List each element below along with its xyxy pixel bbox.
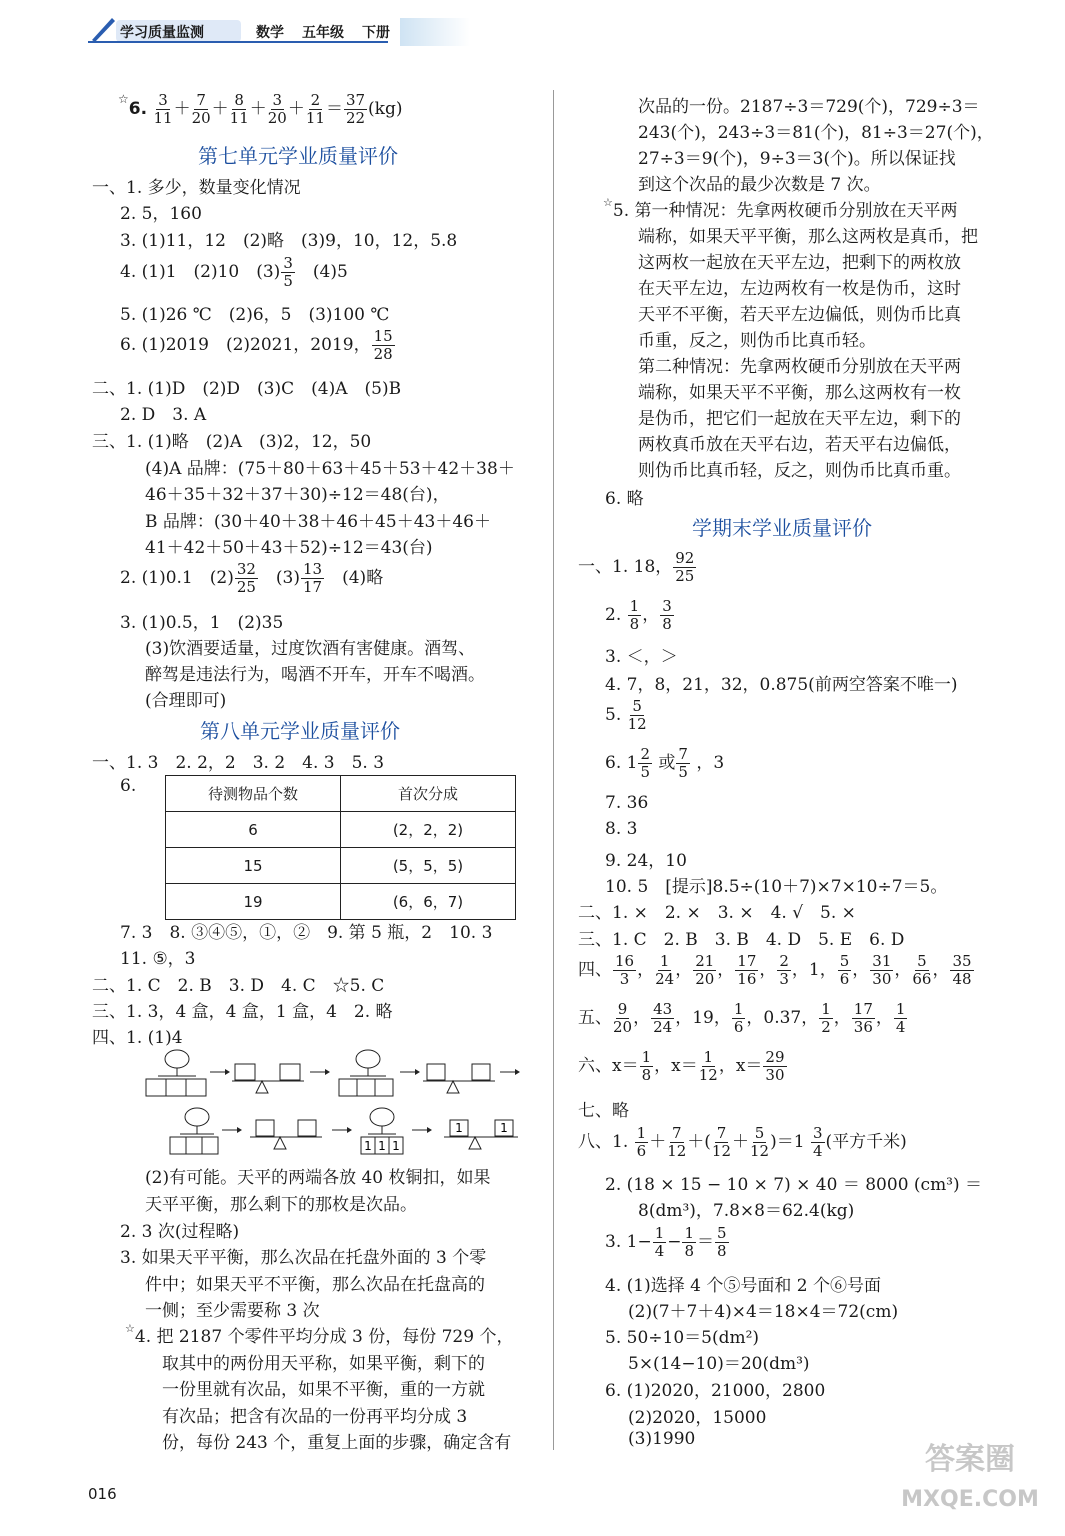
- fraction: $\frac{17}{36}$: [853, 1000, 873, 1036]
- table-cell: 6: [166, 812, 341, 848]
- answer-line: 2. 5，160: [120, 204, 202, 224]
- q6-label: 6.: [128, 99, 148, 119]
- table-header: 待测物品个数: [166, 776, 341, 812]
- answer-line: 件中；如果天平不平衡，那么次品在托盘高的: [145, 1275, 485, 1295]
- answer-line: 份，每份 243 个，重复上面的步骤，确定含有: [162, 1433, 512, 1453]
- answer-line: 6. 略: [605, 489, 644, 509]
- fraction: $\frac{13}{17}$: [303, 560, 323, 596]
- fraction: $\frac{37}{22}$: [345, 91, 366, 127]
- answer-line: (合理即可): [145, 691, 227, 711]
- fraction: $\frac{1}{6}$: [733, 1000, 744, 1036]
- answer-line: 27÷3＝9(个)，9÷3＝3(个)。所以保证找: [638, 149, 956, 169]
- table-row: [166, 884, 516, 920]
- fraction: $\frac{8}{11}$: [229, 91, 249, 127]
- answer-line: 46＋35＋32＋37＋30)÷12＝48(台)，: [145, 485, 450, 505]
- answer-line: 3. ＜，＞: [605, 647, 678, 667]
- weighing-table: [165, 775, 516, 920]
- answer-line: 二、1. × 2. × 3. × 4. √ 5. ×: [578, 903, 856, 923]
- answer-line: 8. 3: [605, 819, 638, 839]
- fraction: $\frac{1}{8}$: [641, 1048, 652, 1084]
- answer-line: 5×(14−10)＝20(dm³): [628, 1354, 810, 1374]
- header-grade: 五年级: [302, 25, 344, 41]
- answer-line: ☆4. 把 2187 个零件平均分成 3 份，每份 729 个，: [125, 1322, 514, 1347]
- answer-line: (4)A 品牌：(75＋80＋63＋45＋53＋42＋38＋: [145, 459, 515, 479]
- answer-line: 41＋42＋50＋43＋52)÷12＝43(台): [145, 538, 433, 558]
- answer-line: (3)饮酒要适量，过度饮酒有害健康。酒驾、: [145, 639, 476, 659]
- answer-line: 3. (1)0.5，1 (2)35: [120, 613, 284, 633]
- answer-line: 则伪币比真币轻，反之，则伪币比真币重。: [638, 461, 961, 481]
- answer-line: 七、略: [578, 1101, 629, 1121]
- fraction: $\frac{1}{8}$: [629, 597, 640, 633]
- answer-line: 5. $\frac{5}{12}$: [605, 697, 647, 733]
- answer-line: 端称，如果天平不平衡，那么这两枚有一枚: [638, 383, 961, 403]
- answer-line: 2. (18 × 15 − 10 × 7) × 40 ＝ 8000 (cm³) ＝: [605, 1175, 983, 1195]
- header-decoration: [400, 18, 470, 46]
- answer-line: 天平平衡，那么剩下的那枚是次品。: [145, 1195, 417, 1215]
- answer-line: 这两枚一起放在天平左边，把剩下的两枚放: [638, 253, 961, 273]
- svg-text:1: 1: [455, 1121, 463, 1135]
- answer-line: 3. 1− $\frac{1}{4}$ − $\frac{1}{8}$ ＝ $\frac{5}{8}$: [605, 1224, 727, 1260]
- unit8-title: 第八单元学业质量评价: [200, 719, 400, 743]
- answer-line: (3)1990: [628, 1429, 696, 1449]
- watermark-url: MXQE.COM: [901, 1487, 1039, 1512]
- answer-line: 6. (1)2019 (2)2021，2019， $\frac{15}{28}$: [120, 327, 393, 363]
- answer-line: (2)2020，15000: [628, 1408, 767, 1428]
- unit7-title: 第七单元学业质量评价: [198, 144, 398, 168]
- fraction: $\frac{1}{12}$: [698, 1048, 718, 1084]
- answer-line: 9. 24，10: [605, 851, 687, 871]
- header-subject: 数学: [256, 25, 284, 41]
- table-header-row: [166, 776, 516, 812]
- table-cell: (2，2，2): [341, 812, 516, 848]
- answer-line: 243(个)，243÷3＝81(个)，81÷3＝27(个)，: [638, 123, 994, 143]
- answer-line: 8(dm³)，7.8×8＝62.4(kg): [638, 1201, 855, 1221]
- fraction: $\frac{31}{30}$: [872, 952, 892, 988]
- answer-line: 四、 $\frac{16}{3}$ ， $\frac{1}{24}$ ， $\frac{21}{20}$ ， $\frac{17}{16}$ ， $\frac{2}{3}$ ，1， $\frac{5}{6}$ ， $\frac{31}{30}$ ， $\frac{5}{66}$ ， $\frac{35}{48}$: [578, 952, 972, 988]
- answer-line: (2)(7＋7＋4)×4＝18×4＝72(cm): [628, 1302, 899, 1322]
- answer-line: 两枚真币放在天平右边，若天平右边偏低，: [638, 435, 961, 455]
- fraction: $\frac{5}{8}$: [717, 1224, 727, 1260]
- answer-line: 八、1. $\frac{1}{6}$ ＋ $\frac{7}{12}$ ＋( $\frac{7}{12}$ ＋ $\frac{5}{12}$ )＝1 $\frac{3}{4}$ (平方千米): [578, 1124, 907, 1160]
- fraction: $\frac{5}{66}$: [912, 952, 932, 988]
- answer-line: 2. (1)0.1 (2) $\frac{32}{25}$ (3) $\frac{13}{17}$ (4)略: [120, 560, 384, 596]
- answer-line: 醉驾是违法行为，喝酒不开车，开车不喝酒。: [145, 665, 485, 685]
- fraction: $\frac{29}{30}$: [765, 1048, 785, 1084]
- answer-line: 4. (1)1 (2)10 (3) $\frac{3}{5}$ (4)5: [120, 254, 348, 290]
- table-header: 首次分成: [341, 776, 516, 812]
- fraction: $\frac{3}{5}$: [283, 254, 293, 290]
- answer-line: ☆5. 第一种情况：先拿两枚硬币分别放在天平两: [603, 196, 958, 221]
- fraction: $\frac{15}{28}$: [373, 327, 393, 363]
- fraction: $\frac{1}{6}$: [636, 1124, 647, 1160]
- table-cell: (5，5，5): [341, 848, 516, 884]
- answer-line: 到这个次品的最少次数是 7 次。: [638, 175, 881, 195]
- final-exam-title: 学期末学业质量评价: [692, 516, 872, 540]
- answer-line: 天平不平衡，若天平左边偏低，则伪币比真: [638, 305, 961, 325]
- answer-line: 次品的一份。2187÷3＝729(个)，729÷3＝: [638, 97, 980, 117]
- answer-line: 一、1. 3 2. 2，2 3. 2 4. 3 5. 3: [92, 753, 385, 773]
- fraction: $\frac{21}{20}$: [695, 952, 715, 988]
- watermark-logo: 答案圈: [925, 1442, 1015, 1477]
- fraction: $\frac{7}{20}$: [191, 91, 211, 127]
- fraction: $\frac{9}{20}$: [613, 1000, 633, 1036]
- answer-line: 三、1. 3，4 盒，4 盒，1 盒，4 2. 略: [92, 1002, 393, 1022]
- fraction: $\frac{3}{8}$: [662, 597, 672, 633]
- column-divider: [553, 90, 554, 1450]
- answer-line: 10. 5 [提示]8.5÷(10＋7)×7×10÷7＝5。: [605, 877, 948, 897]
- header-series: 学习质量监测: [120, 25, 204, 41]
- table-row: [166, 848, 516, 884]
- header-volume: 下册: [362, 25, 390, 41]
- fraction: $\frac{5}{6}$: [839, 952, 850, 988]
- answer-line: 三、1. (1)略 (2)A (3)2，12，50: [92, 432, 372, 452]
- answer-line: 4. 7，8，21，32，0.875(前两空答案不唯一): [605, 675, 958, 695]
- answer-line: B 品牌：(30＋40＋38＋46＋45＋43＋46＋: [145, 512, 491, 532]
- fraction: $\frac{43}{24}$: [653, 1000, 673, 1036]
- watermark: [890, 1440, 1050, 1525]
- answer-line: 7. 36: [605, 793, 649, 813]
- answer-line: 是伪币，把它们一起放在天平左边，剩下的: [638, 409, 961, 429]
- answer-line: 6. (1)2020，21000，2800: [605, 1381, 826, 1401]
- table-cell: 19: [166, 884, 341, 920]
- answer-line: 币重，反之，则伪币比真币轻。: [638, 331, 876, 351]
- q6-line: ☆6. $\frac{3}{11}$ ＋ $\frac{7}{20}$ ＋ $\frac{8}{11}$ ＋ $\frac{3}{20}$ ＋ $\frac{2}{11}$ ＝ $\frac{37}{22}$ (kg): [118, 91, 403, 127]
- fraction: $\frac{7}{12}$: [667, 1124, 687, 1160]
- answer-line: 端称，如果天平平衡，那么这两枚是真币，把: [638, 227, 978, 247]
- answer-line: 3. 如果天平平衡，那么次品在托盘外面的 3 个零: [120, 1248, 487, 1268]
- fraction: $\frac{1}{4}$: [895, 1000, 906, 1036]
- answer-line: 五、 $\frac{9}{20}$ ， $\frac{43}{24}$ ，19， $\frac{1}{6}$ ，0.37， $\frac{1}{2}$ ， $\frac{17}{36}$ ， $\frac{1}{4}$: [578, 1000, 906, 1036]
- answer-line: 11. ⑤，3: [120, 949, 196, 969]
- fraction: $\frac{5}{12}$: [750, 1124, 770, 1160]
- fraction: $\frac{92}{25}$: [675, 549, 695, 585]
- answer-line: 5. (1)26 ℃ (2)6，5 (3)100 ℃: [120, 305, 390, 325]
- fraction: $\frac{2}{5}$: [640, 745, 650, 781]
- table-cell: 15: [166, 848, 341, 884]
- answer-line: 6.: [120, 776, 137, 796]
- answer-line: 4. (1)选择 4 个⑤号面和 2 个⑥号面: [605, 1276, 881, 1296]
- answer-line: 7. 3 8. ③④⑤，①，② 9. 第 5 瓶，2 10. 3: [120, 923, 493, 943]
- fraction: $\frac{7}{12}$: [711, 1124, 732, 1160]
- fraction: $\frac{16}{3}$: [615, 952, 635, 988]
- table-cell: (6，6，7): [341, 884, 516, 920]
- answer-line: 一份里就有次品，如果不平衡，重的一方就: [162, 1380, 485, 1400]
- answer-line: 有次品；把含有次品的一份再平均分成 3: [162, 1407, 468, 1427]
- page-number: 016: [88, 1485, 117, 1503]
- answer-line: 在天平左边，左边两枚有一枚是伪币，这时: [638, 279, 961, 299]
- fraction: $\frac{7}{5}$: [678, 745, 688, 781]
- svg-text:1: 1: [500, 1121, 508, 1135]
- fraction: $\frac{3}{20}$: [267, 91, 287, 127]
- fraction: $\frac{1}{2}$: [821, 1000, 831, 1036]
- fraction: $\frac{5}{12}$: [627, 697, 647, 733]
- svg-text:1: 1: [364, 1139, 372, 1153]
- answer-line: 取其中的两份用天平称，如果平衡，剩下的: [162, 1354, 485, 1374]
- fraction: $\frac{3}{11}$: [153, 91, 173, 127]
- fraction: $\frac{1}{4}$: [654, 1224, 665, 1260]
- answer-line: 6. 1 $\frac{2}{5}$ 或 $\frac{7}{5}$ ，3: [605, 745, 725, 781]
- svg-text:1: 1: [392, 1139, 400, 1153]
- fraction: $\frac{32}{25}$: [236, 560, 256, 596]
- star-mark: ☆: [118, 92, 129, 106]
- answer-line: 二、1. (1)D (2)D (3)C (4)A (5)B: [92, 379, 402, 399]
- weighing-diagram: [140, 1048, 540, 1163]
- fraction: $\frac{2}{3}$: [779, 952, 789, 988]
- fraction: $\frac{1}{24}$: [655, 952, 675, 988]
- answer-line: 第二种情况：先拿两枚硬币分别放在天平两: [638, 357, 961, 377]
- answer-line: 四、1. (1)4: [92, 1028, 183, 1048]
- answer-line: 2. D 3. A: [120, 405, 207, 425]
- fraction: $\frac{1}{8}$: [684, 1224, 695, 1260]
- answer-line: 六、x＝ $\frac{1}{8}$ ，x＝ $\frac{1}{12}$ ，x＝ $\frac{29}{30}$: [578, 1048, 785, 1084]
- fraction: $\frac{35}{48}$: [952, 952, 972, 988]
- svg-text:1: 1: [378, 1139, 386, 1153]
- answer-line: 二、1. C 2. B 3. D 4. C ☆5. C: [92, 976, 385, 996]
- answer-line: 一、1. 多少，数量变化情况: [92, 178, 301, 198]
- answer-line: 2. 3 次(过程略): [120, 1222, 240, 1242]
- table-row: [166, 812, 516, 848]
- answer-line: (2)有可能。天平的两端各放 40 枚铜扣，如果: [145, 1168, 491, 1188]
- answer-line: 2. $\frac{1}{8}$ ， $\frac{3}{8}$: [605, 597, 672, 633]
- fraction: $\frac{17}{16}$: [737, 952, 757, 988]
- answer-line: 一、1. 18， $\frac{92}{25}$: [578, 549, 695, 585]
- fraction: $\frac{3}{4}$: [812, 1124, 823, 1160]
- answer-line: 三、1. C 2. B 3. B 4. D 5. E 6. D: [578, 930, 905, 950]
- pen-icon: [88, 14, 116, 42]
- answer-line: 一侧；至少需要称 3 次: [145, 1301, 320, 1321]
- fraction: $\frac{2}{11}$: [305, 91, 325, 127]
- answer-line: 5. 50÷10＝5(dm²): [605, 1328, 760, 1348]
- answer-line: 3. (1)11，12 (2)略 (3)9，10，12，5.8: [120, 231, 458, 251]
